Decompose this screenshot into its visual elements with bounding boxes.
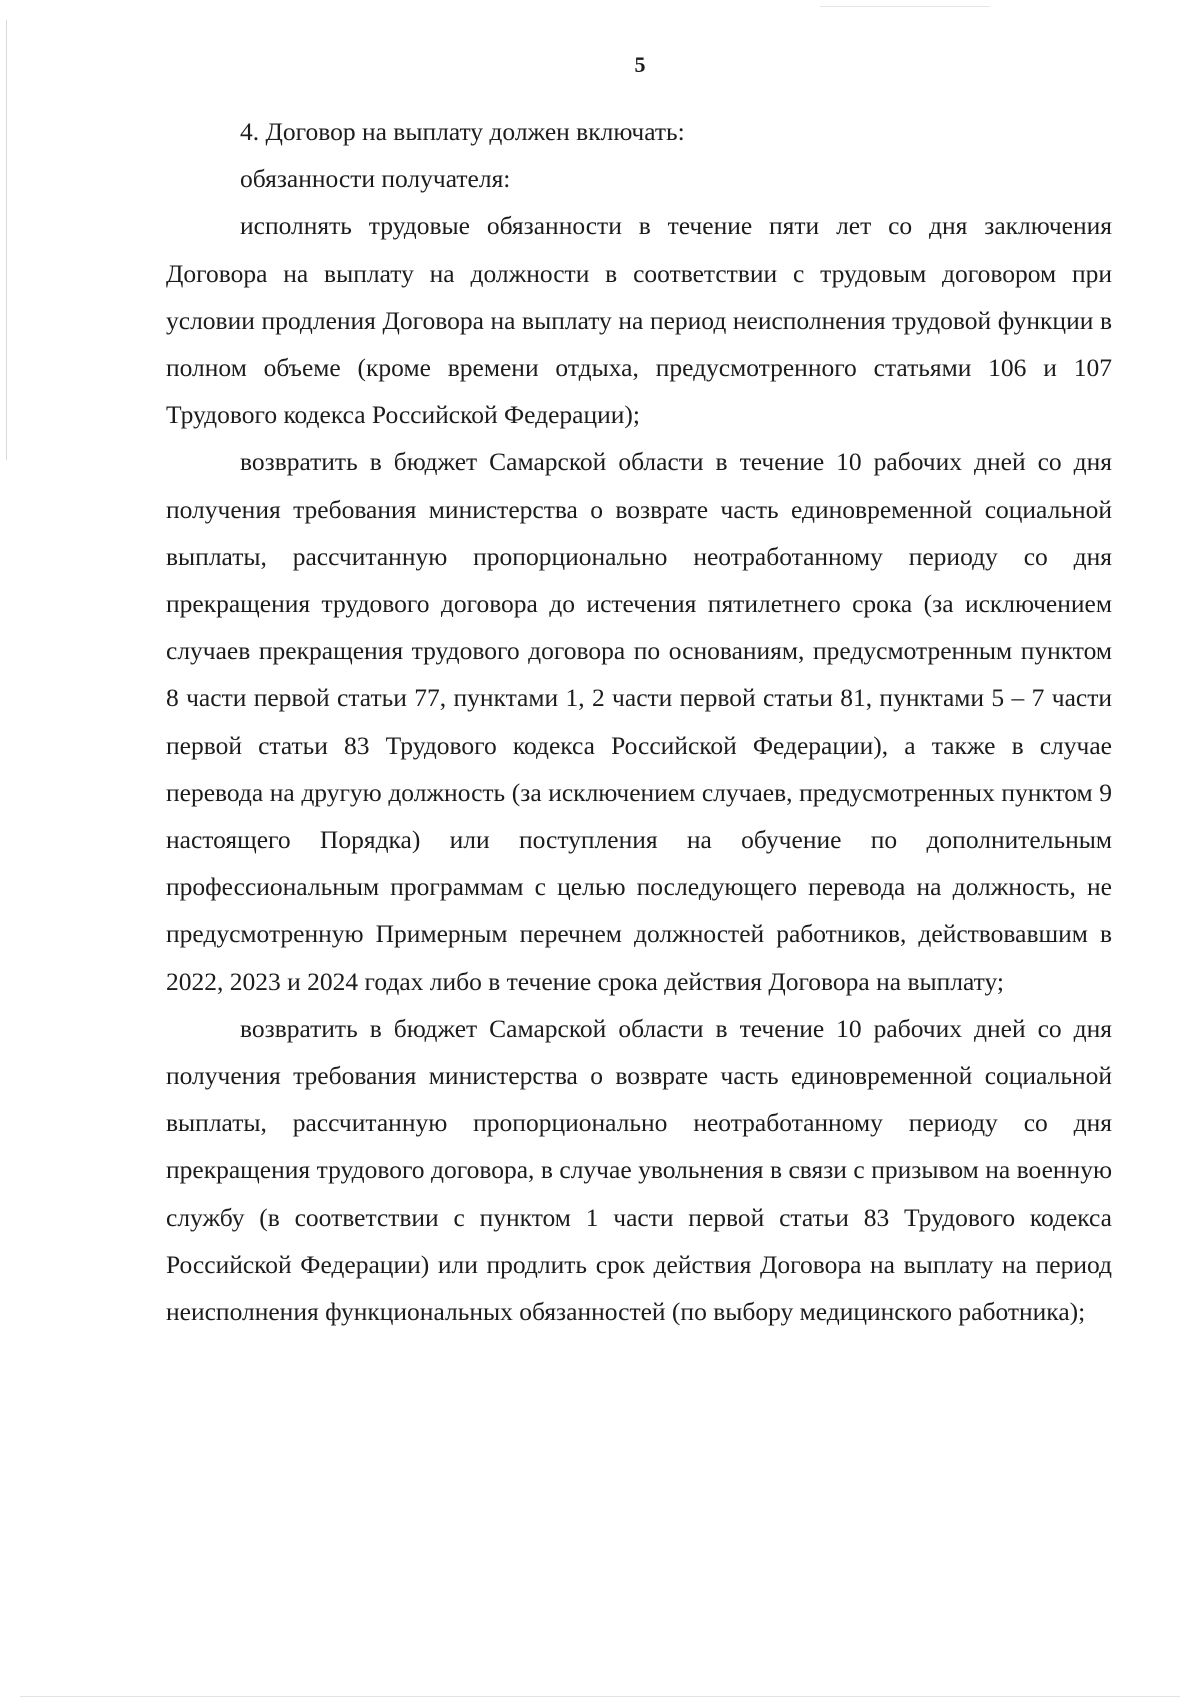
page-number: 5: [634, 52, 646, 77]
paragraph-clause-4: 4. Договор на выплату должен включать:: [240, 117, 685, 146]
paragraph-obligations-heading: обязанности получателя:: [240, 164, 511, 194]
scan-artifact-left: [6, 20, 7, 460]
document-body: [166, 108, 1112, 1335]
scan-artifact-top: [820, 6, 990, 7]
paragraph-obligation-refund: возвратить в бюджет Самарской области в течение 10 рабочих дней со дня получения требования министерства о возврате часть единовременной социальной выплаты, рассчитанную пропорционально неотработанному периоду со дня прекращения трудового договора до истечения пятилетнего срока (за исключением случаев прекращения трудового договора по основаниям, предусмотренным пунктом 8 части первой статьи 77, пунктами 1, 2 части первой статьи 81, пунктами 5 – 7 части первой статьи 83 Трудового кодекса Российской Федерации), а также в случае перевода на другую должность (за исключением случаев, предусмотренных пунктом 9 настоящего Порядка) или поступления на обучение по дополнительным профессиональным программам с целью последующего перевода на должность, не предусмотренную Примерным перечнем должностей работников, действовавшим в 2022, 2023 и 2024 годах либо в течение срока действия Договора на выплату;: [166, 447, 1112, 996]
scan-artifact-bottom: [20, 1696, 1180, 1697]
paragraph-obligation-refund-military: возвратить в бюджет Самарской области в течение 10 рабочих дней со дня получения требования министерства о возврате часть единовременной социальной выплаты, рассчитанную пропорционально неотработанному периоду со дня прекращения трудового договора, в случае увольнения в связи с призывом на военную службу (в соответствии с пунктом 1 части первой статьи 83 Трудового кодекса Российской Федерации) или продлить срок действия Договора на выплату на период неисполнения функциональных обязанностей (по выбору медицинского работника);: [166, 1013, 1112, 1327]
paragraph-obligation-work: исполнять трудовые обязанности в течение пяти лет со дня заключения Договора на выплату на должности в соответствии с трудовым договором при условии продления Договора на выплату на период неисполнения трудовой функции в полном объеме (кроме времени отдыха, предусмотренного статьями 106 и 107 Трудового кодекса Российской Федерации);: [166, 211, 1112, 430]
